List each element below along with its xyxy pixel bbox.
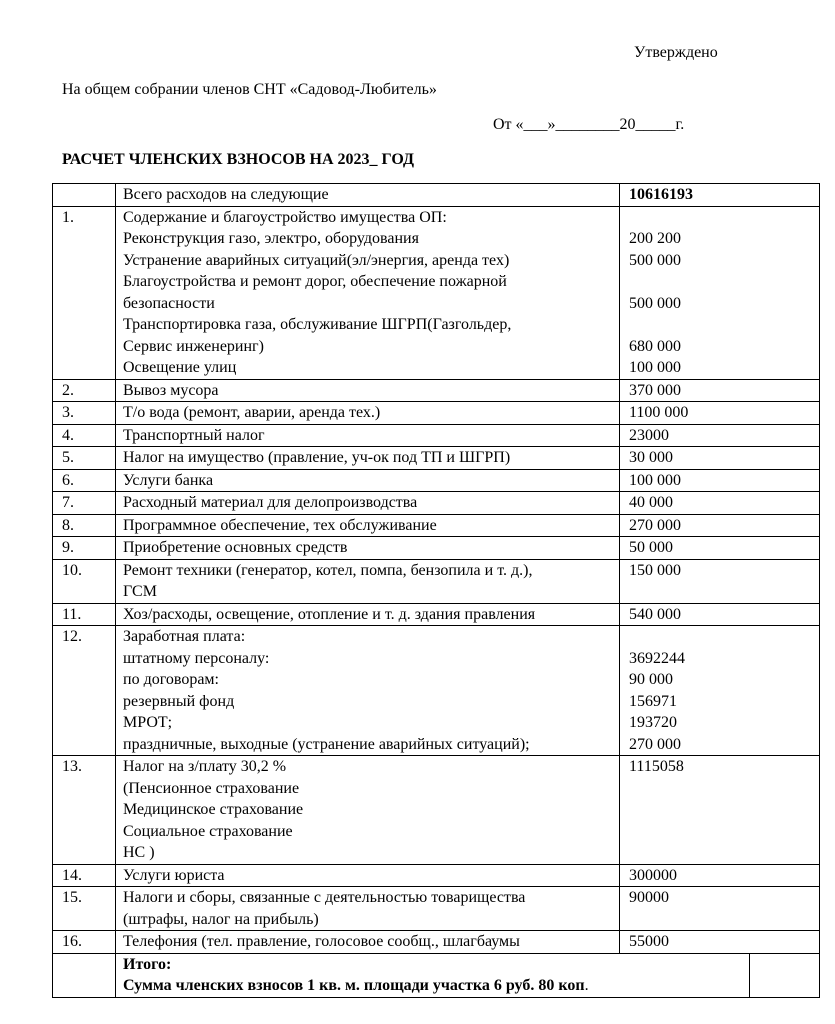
- approval-label: Утверждено: [634, 44, 718, 61]
- row-number: 6.: [53, 469, 116, 492]
- amount-line: [629, 271, 819, 293]
- amount-line: 1100 000: [629, 404, 689, 421]
- description-line: Заработная плата:: [123, 628, 246, 645]
- row-amount: [620, 603, 820, 626]
- description-line: (Пенсионное страхование: [123, 779, 300, 797]
- description-line: праздничные, выходные (устранение аварийных ситуаций);: [123, 735, 530, 753]
- description-line: Расходный материал для делопроизводства: [123, 494, 418, 511]
- table-row: [53, 514, 820, 537]
- amount-line: 100 000: [629, 471, 681, 489]
- description-line: Хоз/расходы, освещение, отопление и т. д. здания правления: [123, 605, 536, 623]
- description-line: (штрафы, налог на прибыль): [123, 910, 319, 928]
- row-description: [116, 447, 620, 470]
- amount-line: 90000: [629, 889, 669, 906]
- summary-label: Итого:: [123, 955, 172, 973]
- date-line: От «___»________20_____г.: [493, 116, 685, 133]
- description-line: НС ): [123, 844, 155, 861]
- amount-line: [629, 207, 819, 229]
- row-amount: [620, 887, 820, 931]
- amount-line: 55000: [629, 933, 669, 950]
- row-amount: [620, 626, 820, 756]
- row-amount: [620, 864, 820, 887]
- summary-row: [53, 953, 820, 997]
- table-row: [53, 603, 820, 626]
- row-number: 11.: [53, 603, 116, 626]
- amount-line: 680 000: [629, 337, 681, 355]
- meeting-line: На общем собрании членов СНТ «Садовод-Любитель»: [62, 81, 437, 98]
- row-description: [116, 756, 620, 865]
- description-line: Услуги банка: [123, 471, 214, 489]
- row-description: [116, 379, 620, 402]
- table-row: [53, 537, 820, 560]
- total-num-cell: [53, 184, 116, 207]
- table-row: [53, 931, 820, 954]
- row-number: 8.: [53, 514, 116, 537]
- amount-line: 270 000: [629, 516, 681, 534]
- amount-line: [629, 626, 819, 648]
- description-line: Благоустройства и ремонт дорог, обеспечение пожарной: [123, 273, 507, 290]
- description-line: Программное обеспечение, тех обслуживание: [123, 516, 437, 534]
- row-number: 16.: [53, 931, 116, 954]
- row-number: 4.: [53, 424, 116, 447]
- row-description: [116, 492, 620, 515]
- contributions-table: [52, 183, 820, 998]
- total-value-cell: 10616193: [620, 184, 820, 207]
- row-amount: [620, 379, 820, 402]
- table-row: [53, 559, 820, 603]
- row-amount: [620, 756, 820, 865]
- amount-line: 50 000: [629, 539, 673, 556]
- amount-line: 40 000: [629, 494, 673, 511]
- document-title: РАСЧЕТ ЧЛЕНСКИХ ВЗНОСОВ НА 2023_ ГОД: [62, 151, 414, 168]
- amount-line: 200 200: [629, 230, 681, 247]
- row-description: [116, 603, 620, 626]
- row-amount: [620, 559, 820, 603]
- row-amount: [620, 537, 820, 560]
- row-amount: [620, 492, 820, 515]
- amount-line: 300000: [629, 866, 677, 884]
- row-number: 15.: [53, 887, 116, 931]
- table-row: [53, 402, 820, 425]
- row-number: 7.: [53, 492, 116, 515]
- amount-line: 500 000: [629, 251, 681, 269]
- table-row: [53, 424, 820, 447]
- table-row: [53, 492, 820, 515]
- row-description: [116, 206, 620, 379]
- description-line: Налог на имущество (правление, уч-ок под ТП и ШГРП): [123, 449, 511, 466]
- description-line: Медицинское страхование: [123, 801, 304, 818]
- description-line: безопасности: [123, 294, 215, 312]
- description-line: МРОТ;: [123, 714, 173, 731]
- table-row: [53, 206, 820, 379]
- description-line: по договорам:: [123, 671, 219, 688]
- row-number: 3.: [53, 402, 116, 425]
- amount-line: 540 000: [629, 605, 681, 623]
- description-line: ГСМ: [123, 583, 157, 600]
- description-line: Ремонт техники (генератор, котел, помпа, бензопила и т. д.),: [123, 561, 533, 579]
- total-label-cell: Всего расходов на следующие: [116, 184, 620, 207]
- row-description: [116, 424, 620, 447]
- table-row: [53, 469, 820, 492]
- description-line: Сервис инженеринг): [123, 337, 264, 355]
- total-row: [53, 184, 820, 207]
- row-amount: [620, 206, 820, 379]
- row-description: [116, 626, 620, 756]
- row-number: 10.: [53, 559, 116, 603]
- description-line: Услуги юриста: [123, 866, 225, 884]
- row-amount: [620, 931, 820, 954]
- row-description: [116, 931, 620, 954]
- row-description: [116, 514, 620, 537]
- description-line: Телефония (тел. правление, голосовое сообщ., шлагбаумы: [123, 933, 520, 950]
- table-row: [53, 626, 820, 756]
- amount-line: 193720: [629, 714, 677, 731]
- description-line: резервный фонд: [123, 692, 235, 710]
- row-amount: [620, 402, 820, 425]
- amount-line: [629, 314, 819, 336]
- description-line: Налоги и сборы, связанные с деятельностью товарищества: [123, 889, 526, 906]
- summary-text: [123, 975, 749, 997]
- row-amount: [620, 514, 820, 537]
- summary-cell: [116, 953, 750, 997]
- row-number: 9.: [53, 537, 116, 560]
- table-row: [53, 447, 820, 470]
- description-line: Вывоз мусора: [123, 381, 219, 399]
- table-row: [53, 756, 820, 865]
- amount-line: 3692244: [629, 649, 685, 667]
- summary-contribution: Сумма членских взносов 1 кв. м. площади участка 6 руб. 80 коп: [123, 977, 585, 994]
- table-row: [53, 864, 820, 887]
- table-row: [53, 379, 820, 402]
- row-number: 1.: [53, 206, 116, 379]
- row-number: 2.: [53, 379, 116, 402]
- row-description: [116, 537, 620, 560]
- description-line: Приобретение основных средств: [123, 539, 348, 556]
- amount-line: 500 000: [629, 294, 681, 312]
- row-description: [116, 469, 620, 492]
- amount-line: 370 000: [629, 381, 681, 399]
- amount-line: 270 000: [629, 735, 681, 753]
- amount-line: 1115058: [629, 758, 684, 775]
- row-description: [116, 559, 620, 603]
- description-line: Социальное страхование: [123, 822, 293, 840]
- summary-num-cell: [53, 953, 116, 997]
- amount-line: 100 000: [629, 359, 681, 376]
- row-number: 13.: [53, 756, 116, 865]
- description-line: Реконструкция газо, электро, оборудования: [123, 230, 419, 247]
- table-row: [53, 887, 820, 931]
- description-line: Устранение аварийных ситуаций(эл/энергия, аренда тех): [123, 251, 510, 269]
- description-line: Транспортировка газа, обслуживание ШГРП(Газгольдер,: [123, 316, 512, 333]
- description-line: Транспортный налог: [123, 426, 265, 444]
- amount-line: 30 000: [629, 449, 673, 466]
- summary-empty-cell: [750, 953, 820, 997]
- description-line: Содержание и благоустройство имущества ОП:: [123, 208, 447, 226]
- row-amount: [620, 447, 820, 470]
- description-line: Т/о вода (ремонт, аварии, аренда тех.): [123, 404, 381, 421]
- row-description: [116, 402, 620, 425]
- row-amount: [620, 424, 820, 447]
- amount-line: 90 000: [629, 671, 673, 688]
- amount-line: 23000: [629, 426, 669, 444]
- description-line: штатному персоналу:: [123, 649, 270, 667]
- row-description: [116, 887, 620, 931]
- amount-line: 150 000: [629, 561, 681, 579]
- description-line: Освещение улиц: [123, 359, 237, 376]
- row-number: 12.: [53, 626, 116, 756]
- row-description: [116, 864, 620, 887]
- summary-period: .: [584, 977, 589, 994]
- row-number: 14.: [53, 864, 116, 887]
- row-amount: [620, 469, 820, 492]
- amount-line: 156971: [629, 692, 677, 710]
- description-line: Налог на з/плату 30,2 %: [123, 758, 287, 775]
- row-number: 5.: [53, 447, 116, 470]
